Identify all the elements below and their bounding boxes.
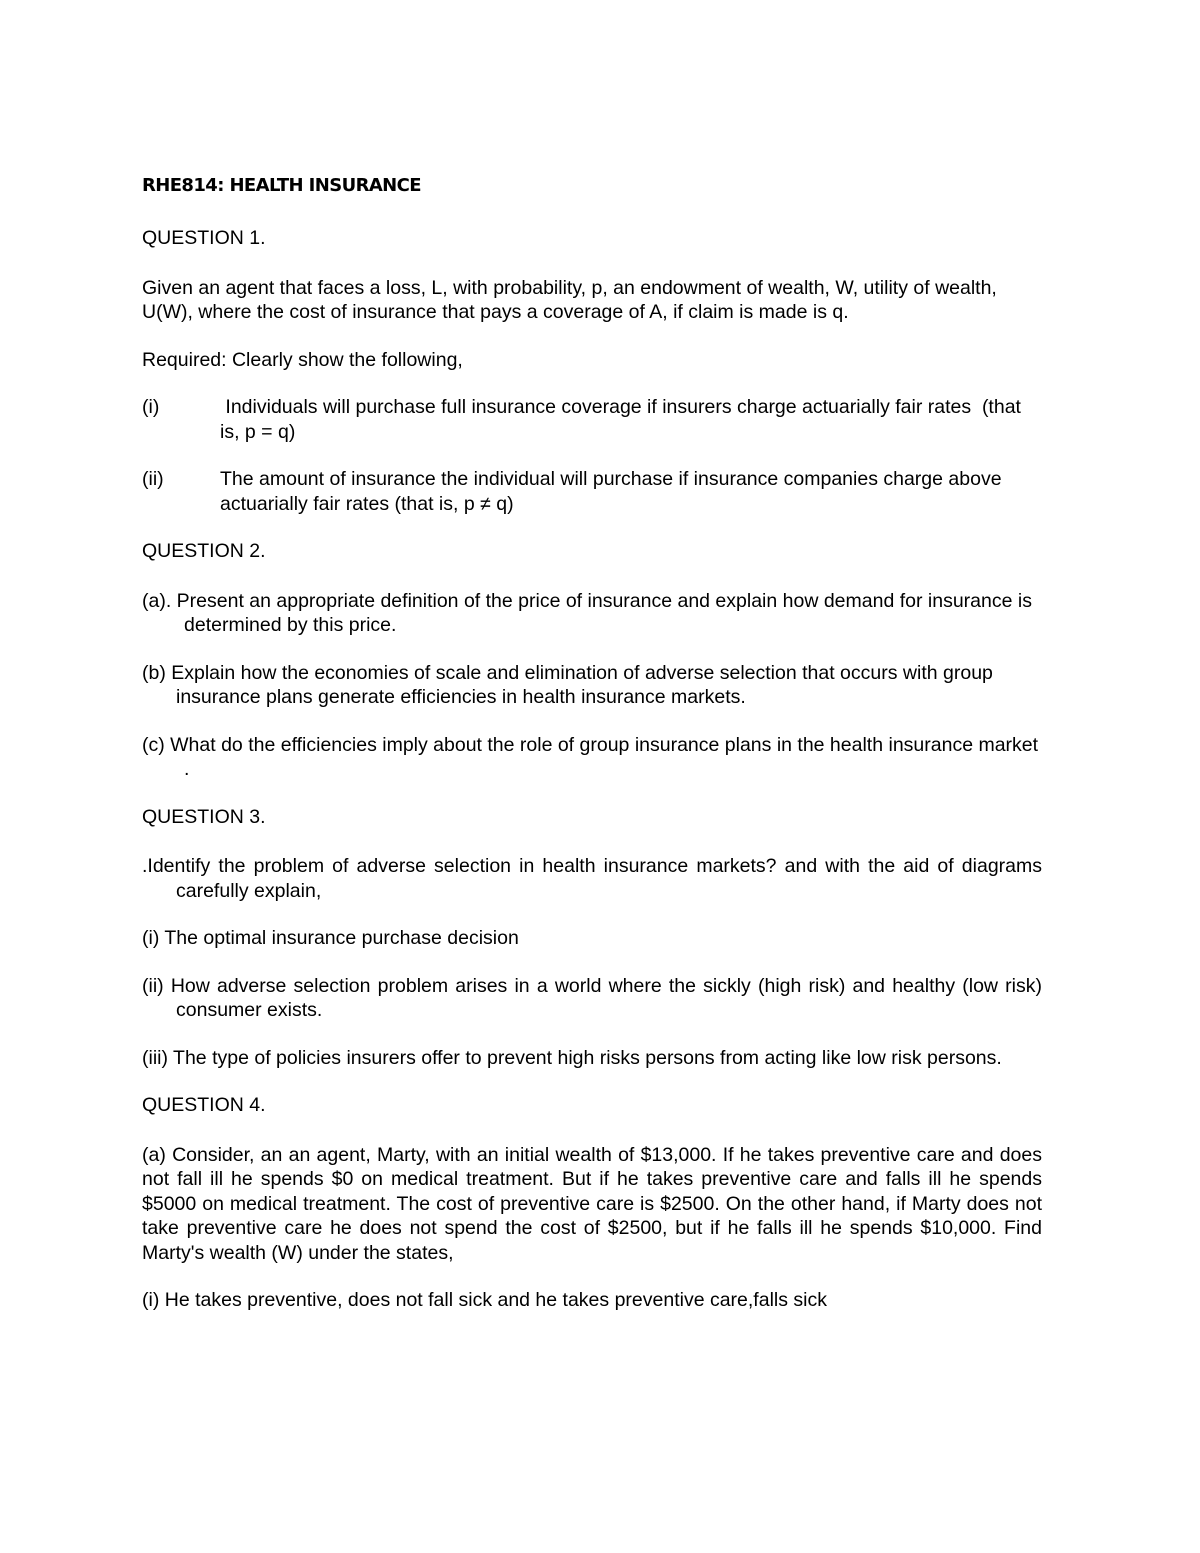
question-4-part-i: (i) He takes preventive, does not fall sick and he takes preventive care,falls sick [142, 1289, 827, 1311]
question-2-heading: QUESTION 2. [142, 540, 266, 562]
item-number: (i) [142, 396, 160, 418]
question-3-part-iii: (iii) The type of policies insurers offer to prevent high risks persons from acting like low risk persons. [142, 1046, 1002, 1069]
question-4-heading: QUESTION 4. [142, 1094, 266, 1116]
question-1-item-i [142, 395, 1042, 444]
question-2-part-a: (a). Present an appropriate definition of the price of insurance and explain how demand for insurance is determined by this price. [142, 589, 1032, 636]
question-1-item-ii [142, 467, 1042, 516]
document-body [142, 172, 1042, 1336]
item-number: (ii) [142, 468, 164, 490]
question-3-part-ii: (ii) How adverse selection problem arises in a world where the sickly (high risk) and healthy (low risk) consumer exists. [142, 974, 1042, 1021]
question-3-heading: QUESTION 3. [142, 805, 266, 828]
item-text: Individuals will purchase full insurance coverage if insurers charge actuarially fair rates (that is, p = q) [220, 396, 1027, 443]
question-1-heading: QUESTION 1. [142, 227, 266, 249]
document-title: RHE814: HEALTH INSURANCE [142, 175, 421, 196]
question-3-intro: .Identify the problem of adverse selection in health insurance markets? and with the aid of diagrams carefully explain, [142, 855, 1042, 902]
question-4-part-a: (a) Consider, an an agent, Marty, with an initial wealth of $13,000. If he takes preventive care and does not fall ill he spends $0 on medical treatment. But if he takes preventive care and falls ill he spends $5000 on medical treatment. The cost of preventive care is $2500. On the other hand, if Marty does not take preventive care he does not spend the cost of $2500, but if he falls ill he spends $10,000. Find Marty's wealth (W) under the states, [142, 1143, 1042, 1264]
question-3-part-i: (i) The optimal insurance purchase decision [142, 927, 519, 949]
question-2-part-c: (c) What do the efficiencies imply about the role of group insurance plans in the health insurance market . [142, 733, 1039, 780]
item-text: The amount of insurance the individual will purchase if insurance companies charge above actuarially fair rates (that is, p ≠ q) [220, 468, 1002, 515]
question-1-intro: Given an agent that faces a loss, L, with probability, p, an endowment of wealth, W, utility of wealth, U(W), where the cost of insurance that pays a coverage of A, if claim is made is q. [142, 276, 997, 323]
question-1-required: Required: Clearly show the following, [142, 348, 463, 371]
question-2-part-b: (b) Explain how the economies of scale and elimination of adverse selection that occurs with group insurance plans generate efficiencies in health insurance markets. [142, 661, 993, 708]
